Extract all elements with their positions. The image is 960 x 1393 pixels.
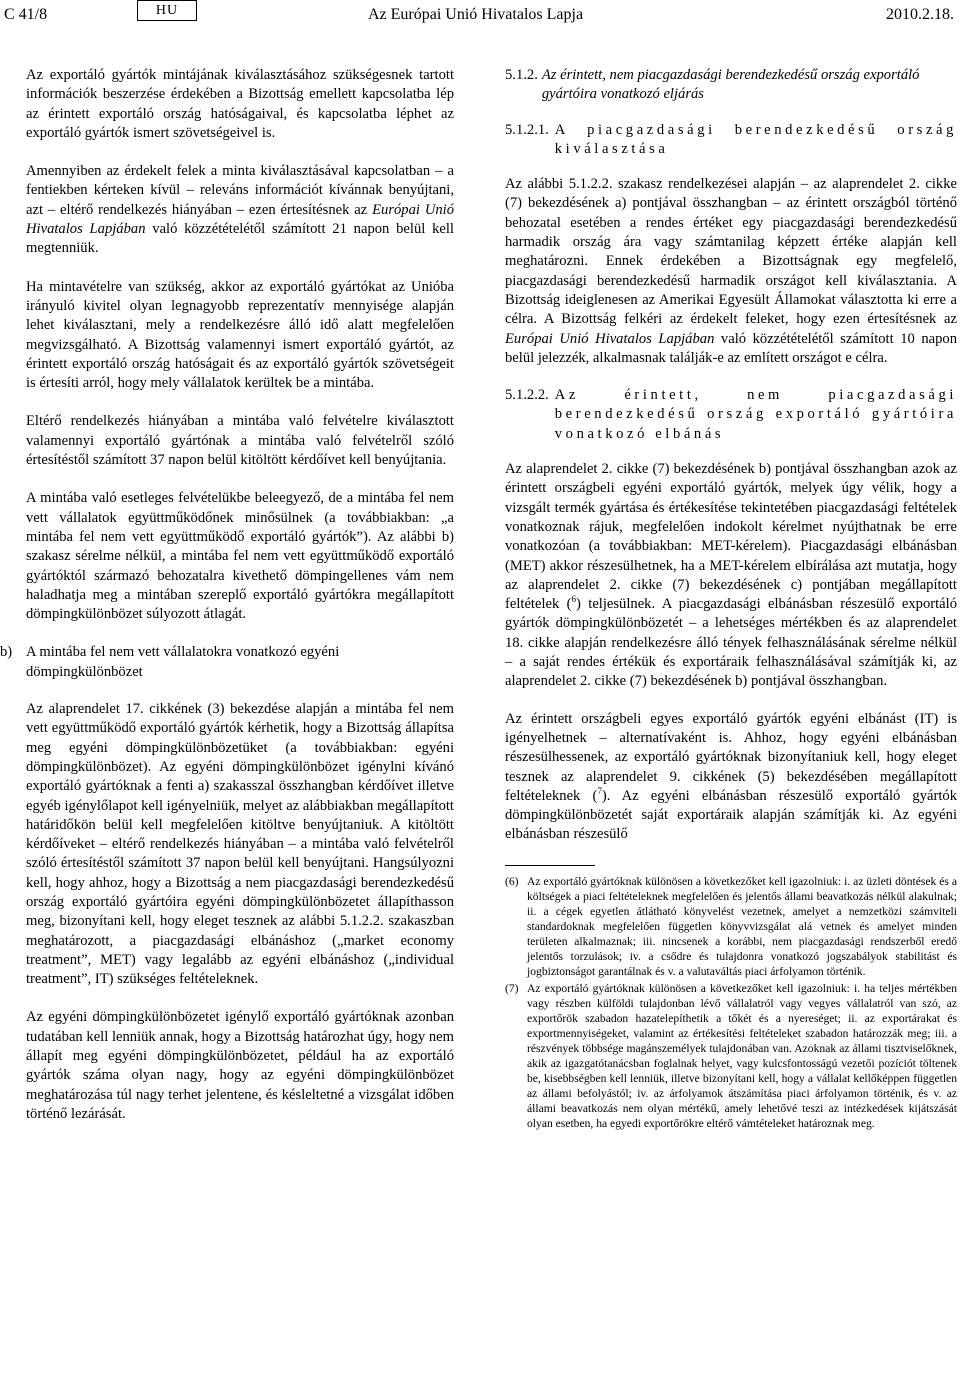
paragraph: Az exportáló gyártók mintájának kiválasztásához szükségesnek tartott információk beszerzése érdekében a Bizottság emellett kapcsolatba lép az érintett exportáló ország hatóságaival, és kapcsolatba léphet az exportáló gyártók ismert szövetségeivel is. [26, 67, 454, 141]
footnote-mark: (7) [505, 981, 519, 995]
journal-name-italic: Európai Unió Hivatalos Lapjában [26, 201, 455, 238]
section-heading-5-1-2 [505, 66, 957, 105]
text-run: való közzétételétől számított 21 napon belül kell megtenniük. [26, 221, 454, 257]
footnote-ref[interactable]: 7 [597, 785, 602, 796]
journal-name-italic: Európai Unió Hivatalos Lapjában [505, 330, 715, 347]
text-run: Az érintett országbeli egyes exportáló gyártók egyéni elbánást (IT) is igényelhetnek – alternatívaként is. Ahhoz, hogy egyéni elbánásban részesülhessenek, az exportáló gyártóknak bizonyítaniuk kell, hogy eleget tesznek az alaprendelet 9. cikkének (5) bekezdésében megállapított feltételeknek ( [505, 710, 957, 804]
section-title: Az érintett, nem piacgazdasági berendezkedésű ország exportáló gyártóira vonatkozó eljárás [541, 67, 920, 103]
section-title: A piacgazdasági berendezkedésű ország kiválasztása [554, 121, 957, 157]
footnote-7 [505, 981, 957, 1131]
subsection-b-heading [0, 643, 454, 682]
language-code-box: HU [137, 0, 197, 21]
paragraph: A mintába való esetleges felvételükbe beleegyező, de a mintába fel nem vett vállalatok együttműködőnek minősülnek (a továbbiakban: „a mintába fel nem vett együttműködő exportáló gyártók”). Az alábbi b) szakasz sérelme nélkül, a mintába fel nem vett együttműködő exportáló gyártóktól származó behozatalra kivethető dömpingellenes vám nem haladhatja meg a mintában szereplő exportáló gyártókra megállapított dömpingkülönbözet súlyozott átlagát. [26, 490, 454, 623]
text-run: ). Az egyéni elbánásban részesülő exportáló gyártók dömpingkülönbözetét saját exportáraik alapján számítják ki. Az egyéni elbánásban részesülő [505, 787, 957, 843]
section-heading-5-1-2-1 [505, 121, 957, 160]
footnote-text: Az exportáló gyártóknak különösen a következőket kell igazolniuk: i. ha teljes mértékben vagy részben külföldi tulajdonban lévő vállalatról vagy vegyes vállalatról van szó, az exportőrök szabadon hazatelepíthetik a tőkét és a nyereséget; ii. az exportárakat és exportmennyiségeket, valamint az értékesítési feltételeket szabadon határozzák meg; iii. a részvények többsége magánszemélyek tulajdonában van. Azoknak az állami tisztviselőknek, akik az igazgatótanácsban foglalnak helyet, vagy kulcsfontosságú vezetői pozíciót töltenek be, kisebbségben kell lenniük, illetve bizonyítani kell, hogy a vállalat kellőképpen független az állami befolyástól; iv. az árfolyamok átszámítása piaci árfolyamon történik, és v. az állami beavatkozás nem olyan mértékű, amely lehetővé teszi az intézkedések kijátszását olyan esetben, ha egyedi exportőrökre eltérő vámtételeket határoznak meg. [527, 981, 957, 1130]
paragraph: Eltérő rendelkezés hiányában a mintába való felvételre kiválasztott valamennyi exportáló gyártónak a mintába való felvételről szóló értesítéstől számított 37 napon belül kitöltött kérdőívet kell benyújtania. [26, 413, 454, 469]
text-run: Az alábbi 5.1.2.2. szakasz rendelkezései alapján – az alaprendelet 2. cikke (7) bekezdésének a) pontjával összhangban – az érintett országból történő behozatal esetében a rendes értéket egy piacgazdasági berendezkedésű harmadik ország ára vagy számtanilag képzett értéke alapján kell meghatározni. Ennek érdekében a Bizottságnak egy megfelelő, piacgazdasági berendezkedésű harmadik országot kell kiválasztania. A Bizottság ideiglenesen az Amerikai Egyesült Államokat választotta ki erre a célra. A Bizottság felkéri az érdekelt feleket, hogy ezen értesítésnek az [505, 176, 957, 328]
paragraph [505, 460, 957, 692]
page-header [0, 0, 960, 30]
footnote-text: Az exportáló gyártóknak különösen a következőket kell igazolniuk: i. az üzleti döntések és a költségek a piaci feltételeknek megfelelően és jelentős állami beavatkozás nélkül alakulnak; ii. a cégek egyetlen átlátható könyvelést vezetnek, amelyet a nemzetközi számviteli standardoknak megfelelően független könyvvizsgálat alá vetnek és amelyet minden területen alkalmaznak; iii. nincsenek a korábbi, nem piacgazdasági rendszerből eredő jelentős torzulások; iv. a csődre és tulajdonra vonatkozó jogszabályok stabilitást és jogbiztonságot garantálnak és v. a valutaváltás piaci árfolyamon történik. [527, 874, 957, 978]
list-label: b) [0, 644, 13, 661]
section-heading-5-1-2-2 [505, 386, 957, 444]
text-run: ) teljesülnek. A piacgazdasági elbánásban részesülő exportáló gyártók dömpingkülönbözetét – a lehetséges mértékben és az alaprendelet 18. cikke alapján rendelkezésre álló tények felhasználásának sérelme nélkül – a saját rendes értékük és exportáraik felhasználásával számítják ki, az alaprendelet 2. cikke (7) bekezdésének b) pontjával összhangban. [505, 596, 957, 690]
left-column [0, 66, 455, 1143]
right-column [505, 66, 957, 1133]
subsection-title: A mintába fel nem vett vállalatokra vonatkozó egyéni dömpingkülönbözet [26, 644, 340, 680]
text-run: Az alaprendelet 2. cikke (7) bekezdésének b) pontjával összhangban azok az érintett országbeli egyéni exportáló gyártók, melyek úgy vélik, hogy a vizsgált termék gyártása és értékesítése tekintetében piacgazdasági feltételek vonatkoznak rájuk, megfelelően indokolt kérelmet nyújthatnak be erre vonatkozóan (a továbbiakban: MET-kérelem). Piacgazdasági elbánásban (MET) akkor részesülhetnek, ha a MET-kérelem elbírálása azt mutatja, hogy az alaprendelet 2. cikke (7) bekezdésének c) pontjában megállapított feltételek ( [505, 461, 957, 613]
paragraph: Az egyéni dömpingkülönbözetet igénylő exportáló gyártóknak azonban tudatában kell lenniük annak, hogy a Bizottság határozhat úgy, hogy nem állapít meg egyéni dömpingkülönbözetet, például ha az exportáló gyártók száma olyan nagy, hogy az egyéni dömpingkülönbözet meghatározása túl nagy terhet jelentene, és késleltetné a vizsgálat időben történő lezárását. [26, 1009, 454, 1122]
footnote-mark: (6) [505, 874, 519, 888]
footnote-divider [505, 865, 595, 866]
journal-title: Az Európai Unió Hivatalos Lapja [368, 6, 584, 23]
paragraph [505, 710, 957, 845]
section-number: 5.1.2. [505, 67, 538, 83]
footnote-ref[interactable]: 6 [571, 594, 577, 605]
section-number: 5.1.2.1. [505, 121, 549, 138]
text-run: való közzétételétől számított 10 napon belül jelezzék, alkalmasnak találják-e az említett országot e célra. [505, 330, 958, 366]
paragraph: Az alaprendelet 17. cikkének (3) bekezdése alapján a mintába fel nem vett együttműködő exportáló gyártók kérhetik, hogy a Bizottság állapítsa meg egyéni dömpingkülönbözetüket (a továbbiakban: egyéni dömpingkülönbözet). Az egyéni dömpingkülönbözet igénylni kívánó exportáló gyártóknak a fenti a) szakasszal összhangban kérdőívet illetve egyéb igénylőlapot kell igényelniük, melyet az alábbiakban megállapított határidőkön belül kell megfelelően kitöltve benyújtaniuk. A kitöltött kérdőíveket – eltérő rendelkezés hiányában – a mintába való felvételről szóló értesítéstől számított 37 napon belül kell benyújtani. Hangsúlyozni kell, hogy ahhoz, hogy a Bizottság a nem piacgazdasági berendezkedésű ország exportáló gyártóira egyéni dömpingkülönbözetet állapíthasson meg, bizonyítani kell, hogy eleget tesznek az alábbi 5.1.2.2. szakaszban meghatározott, a piacgazdasági elbánáshoz („market economy treatment”, MET) vagy legalább az egyéni elbánáshoz („individual treatment”, IT) szükséges feltételeknek. [26, 701, 454, 988]
text-run: Amennyiben az érdekelt felek a minta kiválasztásával kapcsolatban – a fentiekben kérteken kívül – releváns információt kívánnak benyújtani, azt – eltérő rendelkezés hiányában – ezen értesítésnek az [26, 163, 454, 218]
section-title: Az érintett, nem piacgazdasági berendezkedésű ország exportáló gyártóira vonatkozó elbánás [554, 387, 957, 442]
page-reference: C 41/8 [4, 6, 48, 23]
paragraph [26, 162, 454, 258]
footnote-6 [505, 874, 957, 979]
paragraph: Ha mintavételre van szükség, akkor az exportáló gyártókat az Unióba irányuló kivitel olyan legnagyobb reprezentatív mennyisége alapján lehet kiválasztani, mely a rendelkezésre álló idő alatt megfelelően megvizsgálható. A Bizottság valamennyi ismert exportáló gyártót, az érintett exportáló ország hatóságait és az exportáló gyártók szövetségeit is értesíti arról, hogy mely vállalatok kerültek be a mintába. [26, 278, 454, 392]
paragraph [505, 175, 957, 368]
publication-date: 2010.2.18. [886, 6, 954, 23]
section-number: 5.1.2.2. [505, 387, 549, 404]
